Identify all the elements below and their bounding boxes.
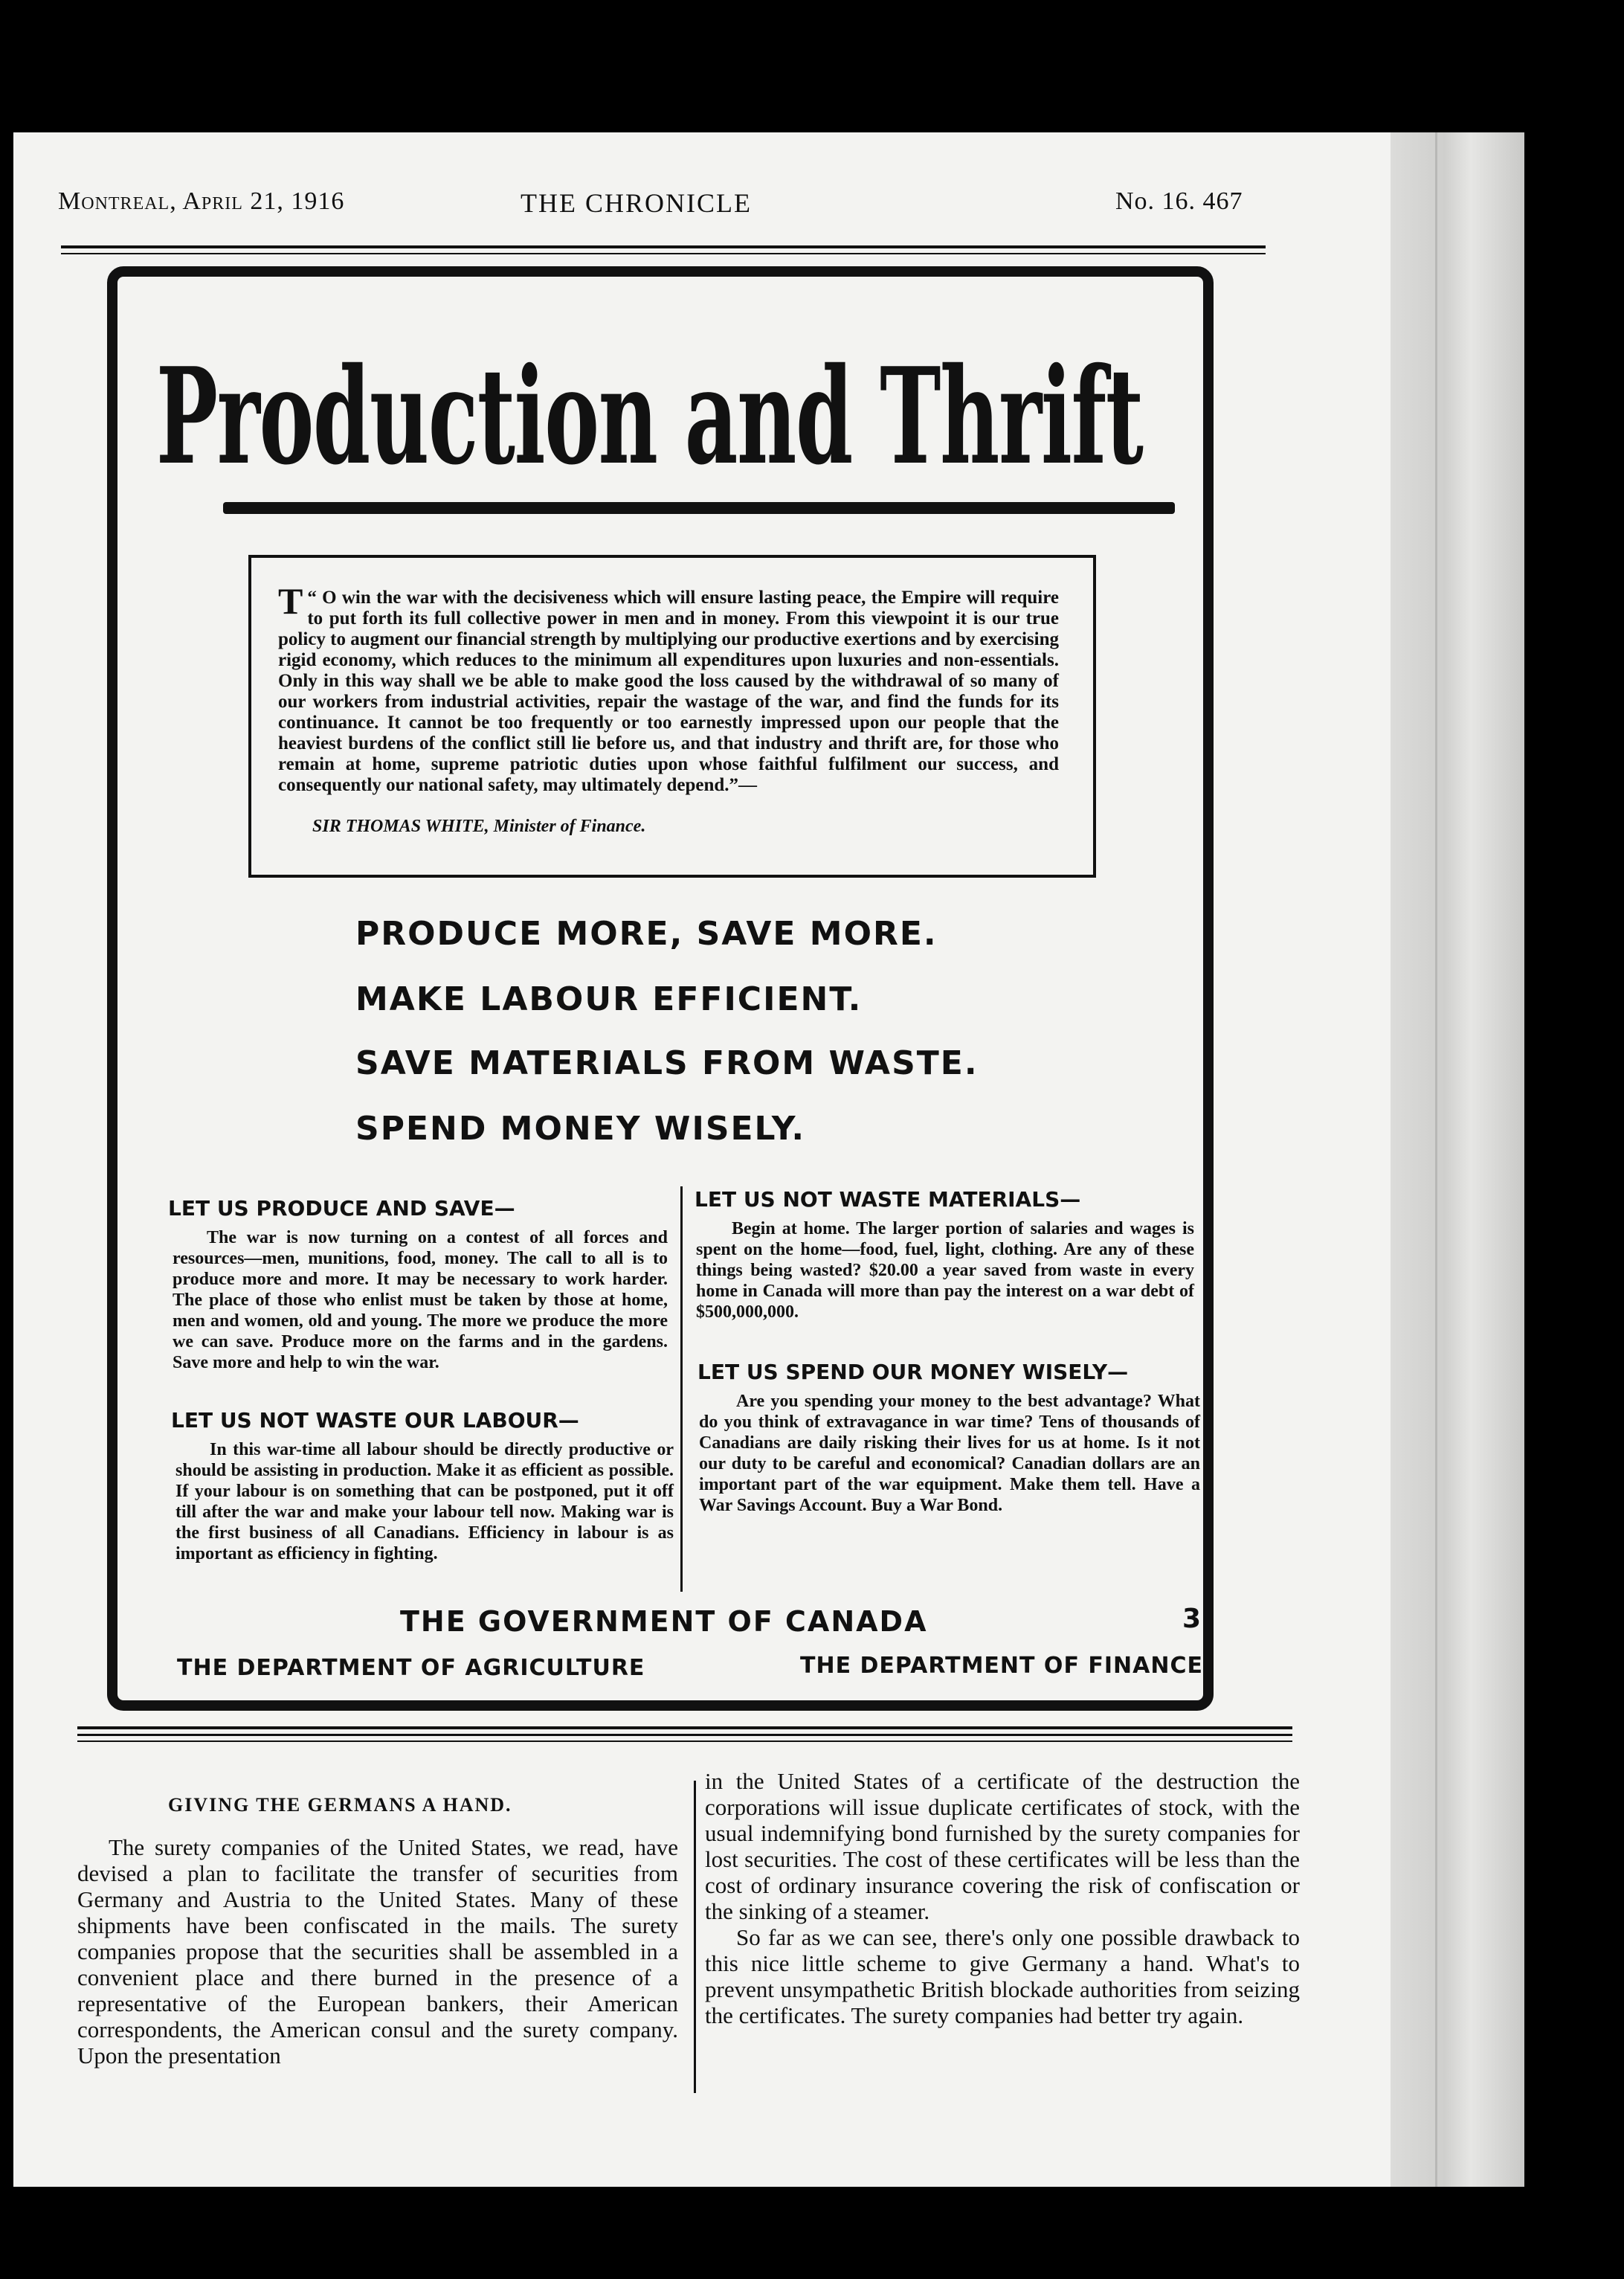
article-paragraph: in the United States of a certificate of the destruction the corporations will issue duplicate certificates of stock, with the usual indemnifying bond furnished by the surety companies for lost securities. The cost of these certificates will be less than the cost of ordinary insurance covering the risk of confiscation or the sinking of a steamer. [705,1768,1300,1924]
section-rule-third [77,1740,1292,1742]
dateline: Montreal, April 21, 1916 [58,187,345,215]
article-title: GIVING THE GERMANS A HAND. [168,1794,512,1816]
header-rule-bottom [61,253,1266,254]
quote-attribution: SIR THOMAS WHITE, Minister of Finance. [312,817,646,836]
slogan: SAVE MATERIALS FROM WASTE. [355,1044,979,1082]
publication-title: THE CHRONICLE [521,188,752,218]
slogan: PRODUCE MORE, SAVE MORE. [355,915,938,953]
slogan: SPEND MONEY WISELY. [355,1110,806,1148]
article-column-1 [77,1834,678,2069]
department-finance: THE DEPARTMENT OF FINANCE [800,1653,1203,1679]
section-heading: LET US SPEND OUR MONEY WISELY— [697,1360,1129,1384]
section-heading: LET US PRODUCE AND SAVE— [168,1196,515,1221]
ad-column-divider [680,1186,683,1592]
quote-body: “ O win the war with the decisiveness which will ensure lasting peace, the Empire will require to put forth its full collective power in men and in money. From this viewpoint it is our true policy to augment our financial strength by multiplying our productive exertions and by exercising rigid economy, which reduces to the minimum all expenditures upon luxuries and non-essentials. Only in this way shall we be able to make good the loss caused by the withdrawal of so many of our workers from industrial activities, repair the wastage of the war, and find the funds for its continuance. It cannot be too frequently or too earnestly impressed upon our people that the heaviest burdens of the conflict still lie before us, and that industry and thrift are, for those who remain at home, supreme patriotic duties upon whose faithful fulfilment our success, and consequently our national safety, may ultimately depend.”— [278,588,1059,795]
section-rule-bottom [77,1734,1292,1736]
article-paragraph: The surety companies of the United States, we read, have devised a plan to facilitate the transfer of securities from Germany and Austria to the United States. Many of these shipments have been confiscated in the mails. The surety companies propose that the securities shall be assembled in a convenient place and there burned in the presence of a representative of the European bankers, their American correspondents, the American consul and the surety company. Upon the presentation [77,1834,678,2069]
issue-page-number: No. 16. 467 [1115,187,1243,215]
article-column-2 [705,1768,1300,2028]
ad-headline-underline [223,502,1175,514]
ad-number: 3 [1182,1604,1202,1634]
section-body: The war is now turning on a contest of all forces and resources—men, munitions, food, money. The call to all is to produce more and more. It may be necessary to work harder. The place of those who enlist must be taken by those at home, men and women, old and young. The more we produce the more we can save. Produce more on the farms and in the gardens. Save more and help to win the war. [173,1228,668,1372]
ad-headline: Production and Thrift [156,338,1143,494]
government-signature: THE GOVERNMENT OF CANADA [400,1605,928,1638]
section-heading: LET US NOT WASTE MATERIALS— [695,1187,1081,1212]
article-paragraph: So far as we can see, there's only one possible drawback to this nice little scheme to give Germany a hand. What's to prevent unsympathetic British blockade authorities from seizing the certificates. The surety companies had better try again. [705,1924,1300,2028]
page-edge-stack [1391,132,1524,2187]
section-body: Are you spending your money to the best advantage? What do you think of extravagance in war time? Tens of thousands of Canadians are daily risking their lives for us at home. Is it not our duty to be careful and economical? Canadian dollars are an important part of the war equipment. Make them tell. Have a War Savings Account. Buy a War Bond. [699,1392,1200,1515]
header-rule-top [61,245,1266,248]
article-column-divider [694,1781,696,2093]
slogan: MAKE LABOUR EFFICIENT. [355,980,863,1018]
quote-drop-cap: T [278,580,303,622]
section-body: Begin at home. The larger portion of salaries and wages is spent on the home—food, fuel, light, clothing. Are any of these things being wasted? $20.00 a year saved from waste in every home in Canada will more than pay the interest on a war debt of $500,000,000. [696,1219,1194,1322]
quote-text [278,580,1059,796]
section-body: In this war-time all labour should be directly productive or should be assisting in production. Make it as efficient as possible. If your labour is on something that can be postponed, put it off till after the war and make your labour tell now. Making war is the first business of all Canadians. Efficiency in labour is as important as efficiency in fighting. [175,1440,674,1563]
section-rule-top [77,1726,1292,1729]
department-agriculture: THE DEPARTMENT OF AGRICULTURE [177,1655,645,1681]
section-heading: LET US NOT WASTE OUR LABOUR— [171,1408,579,1433]
